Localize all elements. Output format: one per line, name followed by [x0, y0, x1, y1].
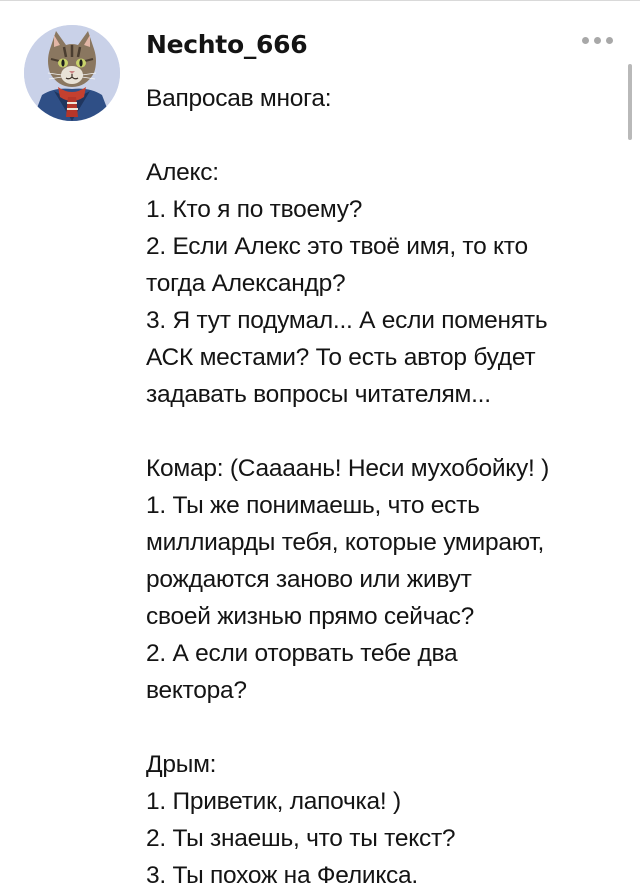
- post-line: 2. А если оторвать тебе два: [146, 640, 458, 667]
- post-line: [146, 117, 616, 154]
- post-line: [146, 709, 616, 746]
- post-line: [146, 413, 616, 450]
- post-line: 1. Приветик, лапочка! ): [146, 788, 401, 815]
- username[interactable]: Nechto_666: [146, 30, 308, 59]
- cat-avatar-icon: [24, 25, 120, 121]
- post-line: Вапросав многа:: [146, 85, 332, 112]
- scrollbar[interactable]: [628, 64, 632, 140]
- post-line: Дрым:: [146, 751, 217, 778]
- post-line: Алекс:: [146, 159, 219, 186]
- post-line: Комар: (Саааань! Неси мухобойку! ): [146, 455, 550, 482]
- post-line: своей жизнью прямо сейчас?: [146, 603, 475, 630]
- post-line: 3. Ты похож на Феликса.: [146, 862, 418, 888]
- post-line: тогда Александр?: [146, 270, 346, 297]
- post-line: 2. Если Алекс это твоё имя, то кто: [146, 233, 528, 260]
- post-body: [146, 80, 616, 888]
- post-line: 3. Я тут подумал... А если поменять: [146, 307, 548, 334]
- post-line: 1. Кто я по твоему?: [146, 196, 363, 223]
- post-line: вектора?: [146, 677, 247, 704]
- post-line: 2. Ты знаешь, что ты текст?: [146, 825, 456, 852]
- top-divider: [0, 0, 640, 1]
- post-line: задавать вопросы читателям...: [146, 381, 491, 408]
- post-line: миллиарды тебя, которые умирают,: [146, 529, 545, 556]
- more-horizontal-icon[interactable]: [578, 34, 618, 46]
- avatar[interactable]: [24, 25, 120, 121]
- post-line: рождаются заново или живут: [146, 566, 472, 593]
- post-line: АСК местами? То есть автор будет: [146, 344, 536, 371]
- post-line: 1. Ты же понимаешь, что есть: [146, 492, 480, 519]
